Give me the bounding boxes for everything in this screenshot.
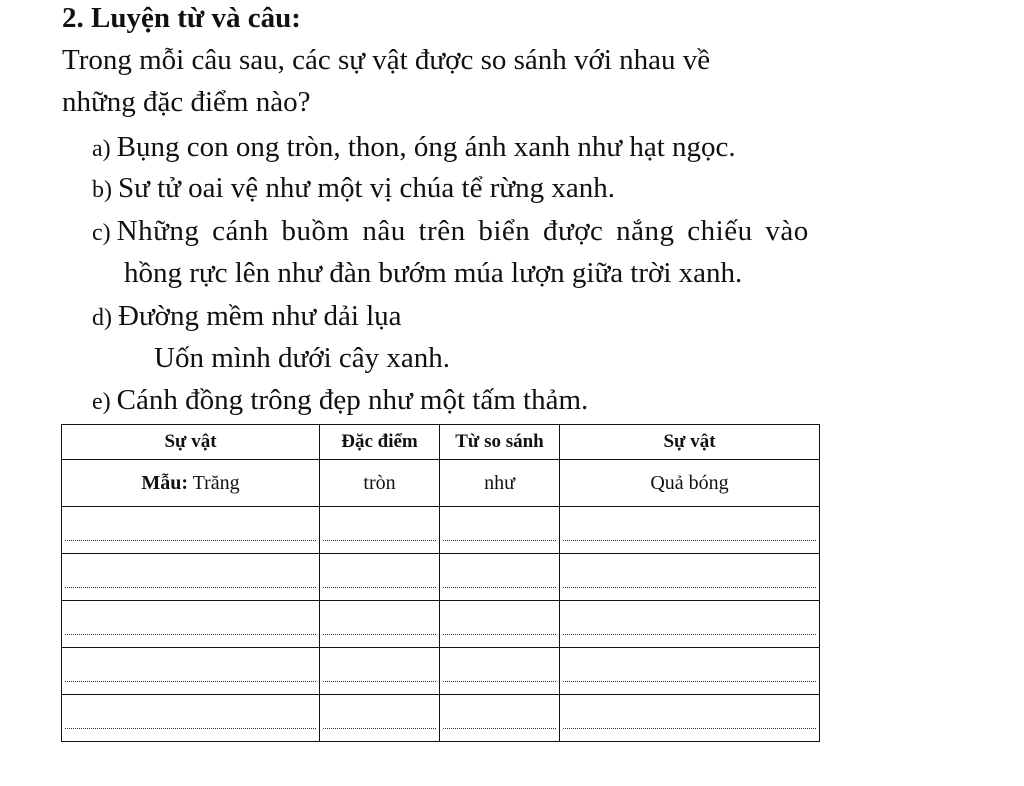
header-comparison-word: Từ so sánh <box>440 425 560 460</box>
item-marker: c) <box>92 220 111 246</box>
answer-cell[interactable] <box>62 648 320 695</box>
answer-cell[interactable] <box>62 601 320 648</box>
answer-cell[interactable] <box>560 554 820 601</box>
answer-cell[interactable] <box>320 554 440 601</box>
sample-label: Mẫu: <box>141 471 188 494</box>
item-text: Những cánh buồm nâu trên biển được nắng chiếu vào <box>116 215 809 247</box>
answer-cell[interactable] <box>560 648 820 695</box>
answer-cell[interactable] <box>62 507 320 554</box>
item-b <box>92 172 615 205</box>
question-line-2: những đặc điểm nào? <box>62 86 311 118</box>
item-text: Sư tử oai vệ như một vị chúa tể rừng xanh. <box>118 172 615 204</box>
item-marker: d) <box>92 305 112 331</box>
answer-cell[interactable] <box>62 695 320 742</box>
answer-cell[interactable] <box>440 507 560 554</box>
item-c-continuation: hồng rực lên như đàn bướm múa lượn giữa trời xanh. <box>124 257 743 289</box>
header-subject: Sự vật <box>62 425 320 460</box>
item-a <box>92 131 736 164</box>
answer-row <box>62 695 820 742</box>
answer-row <box>62 507 820 554</box>
item-marker: a) <box>92 136 111 162</box>
item-d-continuation: Uốn mình dưới cây xanh. <box>154 342 451 374</box>
answer-cell[interactable] <box>320 648 440 695</box>
answer-cell[interactable] <box>320 695 440 742</box>
item-text: Bụng con ong tròn, thon, óng ánh xanh như hạt ngọc. <box>116 131 736 163</box>
answer-cell[interactable] <box>560 601 820 648</box>
sample-trait: tròn <box>320 460 440 507</box>
item-text: Đường mềm như dải lụa <box>118 300 402 332</box>
answer-cell[interactable] <box>440 601 560 648</box>
item-text: Cánh đồng trông đẹp như một tấm thảm. <box>116 384 589 416</box>
item-c <box>92 215 960 248</box>
item-marker: b) <box>92 177 112 203</box>
item-marker: e) <box>92 389 111 415</box>
answer-row <box>62 648 820 695</box>
answer-cell[interactable] <box>320 601 440 648</box>
sample-row <box>62 460 820 507</box>
exercise-title: 2. Luyện từ và câu: <box>62 2 301 34</box>
answer-cell[interactable] <box>320 507 440 554</box>
answer-cell[interactable] <box>62 554 320 601</box>
sample-comparison-word: như <box>440 460 560 507</box>
answer-cell[interactable] <box>560 695 820 742</box>
item-e <box>92 384 588 417</box>
answer-row <box>62 554 820 601</box>
answer-cell[interactable] <box>440 648 560 695</box>
sample-subject <box>62 460 320 507</box>
sample-object: Quả bóng <box>560 460 820 507</box>
answer-row <box>62 601 820 648</box>
answer-cell[interactable] <box>560 507 820 554</box>
question-line-1: Trong mỗi câu sau, các sự vật được so sánh với nhau về <box>62 44 711 76</box>
item-d <box>92 300 402 333</box>
answer-cell[interactable] <box>440 554 560 601</box>
header-trait: Đặc điểm <box>320 425 440 460</box>
comparison-table <box>61 424 820 742</box>
answer-cell[interactable] <box>440 695 560 742</box>
header-object: Sự vật <box>560 425 820 460</box>
table-header-row <box>62 425 820 460</box>
sample-subject-text: Trăng <box>192 471 240 494</box>
